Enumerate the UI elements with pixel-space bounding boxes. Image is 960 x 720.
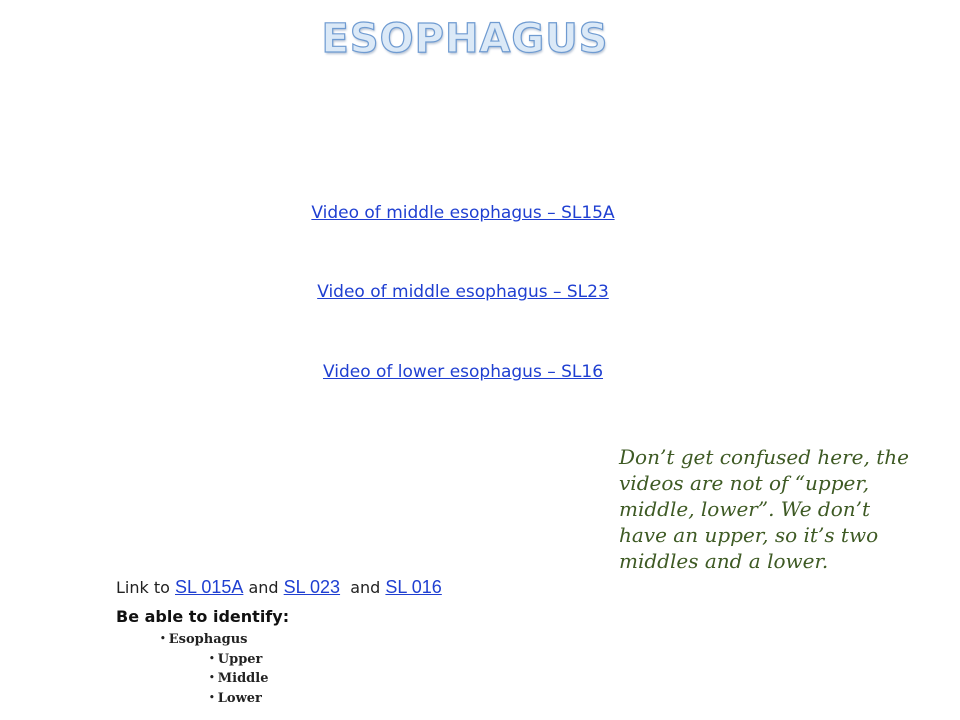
bullet-label: Middle [217,671,269,686]
bullet-dot-icon: • [160,634,166,644]
link-prefix: Link to [116,578,175,597]
identify-heading: Be able to identify: [116,607,290,626]
link-sl-015a[interactable]: SL 015A [175,577,244,597]
slide-links-line [116,577,442,598]
link-and-2: and [340,578,386,597]
video-link-lower-sl16[interactable]: Video of lower esophagus – SL16 [322,362,604,382]
bullet-label: Lower [217,691,262,706]
bullet-label: Esophagus [168,632,248,647]
bullet-label: Upper [217,652,263,667]
video-link-middle-sl23[interactable]: Video of middle esophagus – SL23 [317,282,609,302]
bullet-dot-icon: • [209,673,215,683]
bullet-dot-icon: • [209,654,215,664]
bullet-upper [209,652,262,667]
bullet-esophagus [160,632,248,647]
bullet-lower [209,691,262,706]
slide-title: ESOPHAGUS [321,16,609,62]
bullet-middle [209,671,268,686]
bullet-dot-icon: • [209,693,215,703]
link-sl-016[interactable]: SL 016 [385,577,442,597]
handwritten-note: Don’t get confused here, the videos are not of “upper, middle, lower”. We don’t have an upper, so it’s two middles and a lower. [619,445,909,573]
link-and-1: and [243,578,284,597]
video-link-middle-sl15a[interactable]: Video of middle esophagus – SL15A [311,203,615,223]
link-sl-023[interactable]: SL 023 [283,577,341,597]
